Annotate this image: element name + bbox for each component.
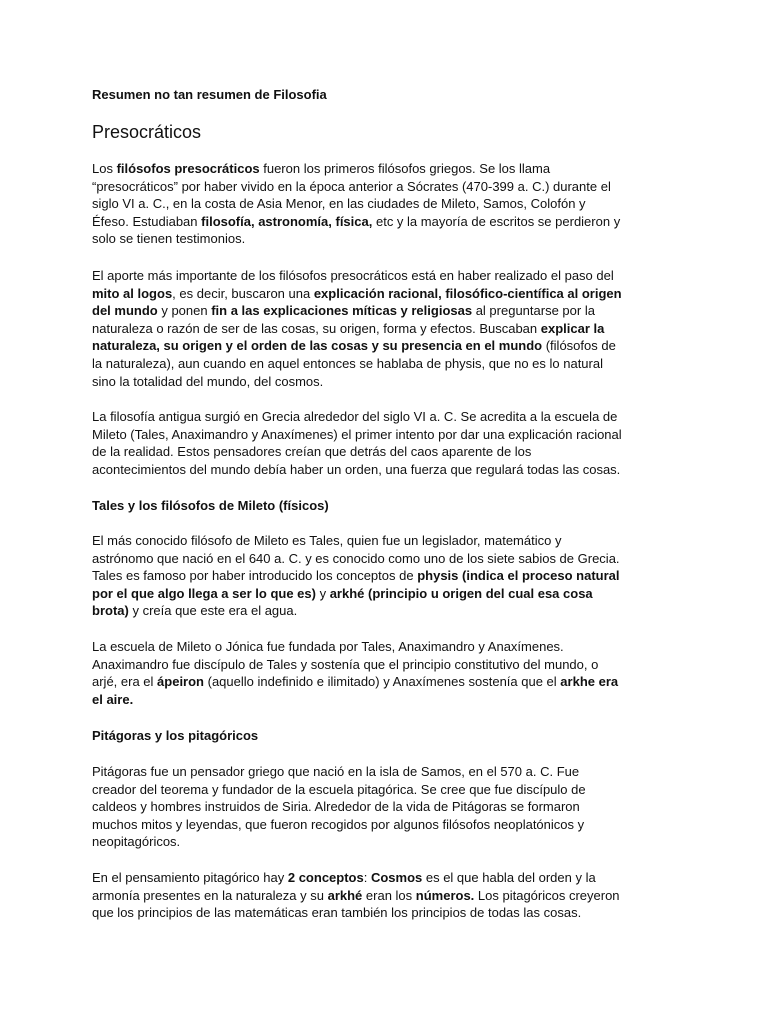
text-run: que los principios de las matemáticas eran también los principios de todas las cosas.: [92, 905, 582, 921]
bold-text-run: números.: [415, 887, 475, 903]
text-line: [92, 426, 682, 444]
text-run: de la realidad. Estos pensadores creían que detrás del caos aparente de los: [92, 444, 532, 460]
text-run: En el pensamiento pitagórico hay: [92, 870, 288, 885]
text-run: Mileto (Tales, Anaximandro y Anaxímenes) el primer intento por dar una explicación racional: [92, 426, 622, 442]
text-run: arjé, era el: [92, 674, 158, 690]
document-page: [92, 0, 682, 1024]
text-run: neopitagóricos.: [92, 834, 181, 850]
text-line: [92, 638, 682, 656]
text-run: fueron los primeros filósofos griegos. Se los llama: [259, 161, 551, 176]
text-run: y: [315, 585, 330, 601]
bold-text-run: Cosmos: [370, 870, 423, 885]
text-run: :: [363, 870, 371, 885]
text-line: [92, 816, 682, 834]
text-line: [92, 443, 682, 461]
bold-text-run: por el que algo llega a ser lo que es): [92, 585, 316, 601]
bold-text-run: arkhe era: [560, 674, 619, 690]
paragraph-intro: [92, 160, 682, 248]
text-line: [92, 567, 682, 585]
text-line: [92, 320, 682, 338]
text-run: solo se tienen testimonios.: [92, 231, 246, 247]
text-line: [92, 869, 682, 887]
text-line: [92, 833, 682, 851]
text-run: La escuela de Mileto o Jónica fue fundada por Tales, Anaximandro y Anaxímenes.: [92, 639, 564, 654]
bold-text-run: physis (indica el proceso natural: [417, 568, 620, 584]
text-line: [92, 585, 682, 603]
text-line: [92, 763, 682, 781]
text-run: siglo VI a. C., en la costa de Asia Menor, en las ciudades de Mileto, Samos, Colofón y: [92, 196, 586, 212]
text-run: Éfeso. Estudiaban: [92, 213, 202, 229]
text-line: [92, 656, 682, 674]
text-run: etc y la mayoría de escritos se perdieron y: [372, 213, 621, 229]
text-run: al preguntarse por la: [472, 303, 595, 319]
text-run: sino la totalidad del mundo, del cosmos.: [92, 373, 324, 389]
bold-text-run: el aire.: [92, 691, 134, 707]
paragraph-tales: [92, 532, 682, 620]
bold-text-run: filosofía, astronomía, física,: [201, 213, 373, 229]
text-run: creador del teorema y fundador de la escuela pitagórica. Se cree que fue discípulo de: [92, 781, 586, 797]
text-run: la naturaleza), aun cuando en aquel entonces se hablaba de physis, que no es lo natural: [92, 355, 603, 371]
paragraph-pensamiento-pitagorico: [92, 869, 682, 922]
bold-text-run: filósofos presocráticos: [116, 161, 260, 176]
text-run: acontecimientos del mundo debía haber un orden, una fuerza que regulará todas las cosas.: [92, 461, 621, 477]
text-line: [92, 373, 682, 391]
subheading-pitagoras: Pitágoras y los pitagóricos: [92, 728, 259, 743]
text-line: [92, 230, 682, 248]
subheading-tales: Tales y los filósofos de Mileto (físicos): [92, 498, 329, 513]
text-run: La filosofía antigua surgió en Grecia alrededor del siglo VI a. C. Se acredita a la escuela de: [92, 409, 618, 424]
paragraph-filosofia-antigua: [92, 408, 682, 478]
text-run: y creía que este era el agua.: [128, 603, 298, 619]
paragraph-escuela-mileto: [92, 638, 682, 708]
bold-text-run: explicar la: [540, 320, 605, 336]
text-run: es el que habla del orden y la: [422, 870, 596, 885]
text-line: [92, 781, 682, 799]
text-run: caldeos y hombres instruidos de Siria. Alrededor de la vida de Pitágoras se formaron: [92, 799, 580, 815]
text-run: naturaleza o razón de ser de las cosas, su origen, forma y efectos. Buscaban: [92, 320, 541, 336]
bold-text-run: del mundo: [92, 303, 158, 319]
text-line: [92, 887, 682, 905]
text-line: [92, 337, 682, 355]
text-line: [92, 178, 682, 196]
text-run: astrónomo que nació en el 640 a. C. y es conocido como uno de los siete sabios de Grecia.: [92, 550, 620, 566]
bold-text-run: 2 conceptos: [287, 870, 364, 885]
text-line: [92, 602, 682, 620]
text-line: [92, 691, 682, 709]
text-run: Anaximandro fue discípulo de Tales y sostenía que el principio constitutivo del mundo, o: [92, 656, 599, 672]
paragraph-pitagoras: [92, 763, 682, 851]
text-run: eran los: [362, 887, 416, 903]
bold-text-run: explicación racional, filosófico-científica al origen: [313, 285, 622, 301]
text-run: y ponen: [157, 303, 212, 319]
bold-text-run: arkhé: [327, 887, 363, 903]
text-run: , es decir, buscaron una: [172, 285, 314, 301]
text-line: [92, 160, 682, 178]
text-line: [92, 285, 682, 303]
text-run: (aquello indefinido e ilimitado) y Anaxímenes sostenía que el: [204, 674, 561, 690]
text-line: [92, 213, 682, 231]
text-run: El más conocido filósofo de Mileto es Tales, quien fue un legislador, matemático y: [92, 533, 562, 548]
document-title: Resumen no tan resumen de Filosofia: [92, 87, 327, 102]
text-run: (filósofos de: [542, 338, 616, 354]
bold-text-run: ápeiron: [157, 674, 205, 690]
text-run: muchos mitos y leyendas, que fueron recogidos por algunos filósofos neoplatónicos y: [92, 816, 585, 832]
text-run: El aporte más importante de los filósofos presocráticos está en haber realizado el paso del: [92, 268, 614, 283]
paragraph-aporte: [92, 267, 682, 390]
text-line: [92, 461, 682, 479]
text-line: [92, 408, 682, 426]
text-run: “presocráticos” por haber vivido en la época anterior a Sócrates (470-399 a. C.) durante el: [92, 178, 611, 194]
text-line: [92, 195, 682, 213]
text-line: [92, 302, 682, 320]
text-line: [92, 904, 682, 922]
bold-text-run: fin a las explicaciones míticas y religiosas: [211, 303, 473, 319]
text-line: [92, 550, 682, 568]
bold-text-run: brota): [92, 603, 129, 619]
text-line: [92, 267, 682, 285]
bold-text-run: mito al logos: [92, 285, 173, 301]
text-run: Los: [92, 161, 117, 176]
text-line: [92, 532, 682, 550]
text-line: [92, 355, 682, 373]
bold-text-run: naturaleza, su origen y el orden de las cosas y su presencia en el mundo: [92, 338, 543, 354]
text-run: Tales es famoso por haber introducido los conceptos de: [92, 568, 418, 584]
text-run: Los pitagóricos creyeron: [474, 887, 620, 903]
section-title-presocraticos: Presocráticos: [92, 122, 202, 142]
bold-text-run: arkhé (principio u origen del cual esa cosa: [329, 585, 593, 601]
text-run: armonía presentes en la naturaleza y su: [92, 887, 328, 903]
text-line: [92, 798, 682, 816]
text-line: [92, 673, 682, 691]
text-run: Pitágoras fue un pensador griego que nació en la isla de Samos, en el 570 a. C. Fue: [92, 764, 580, 779]
